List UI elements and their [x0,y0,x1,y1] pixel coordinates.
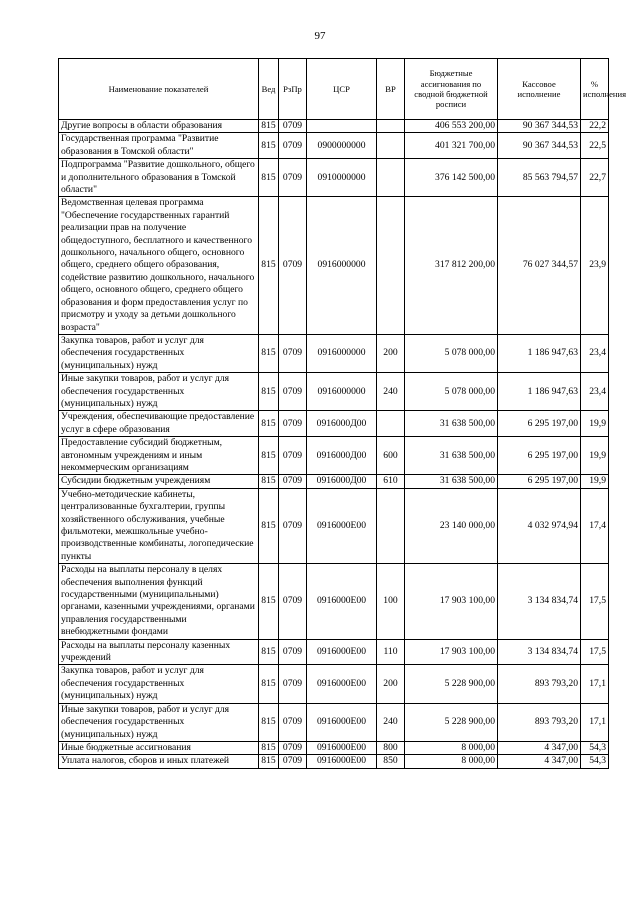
row-budget-cell: 23 140 000,00 [405,488,498,563]
row-budget-cell: 5 078 000,00 [405,334,498,372]
row-percent-cell: 17,4 [581,488,609,563]
header-ved: Вед [259,59,279,120]
row-cash-cell: 85 563 794,57 [498,159,581,197]
row-csr-cell: 0916000Е00 [307,564,377,639]
row-budget-cell: 17 903 100,00 [405,564,498,639]
row-name-cell: Иные бюджетные ассигнования [59,741,259,754]
row-vr-cell [377,197,405,334]
header-name: Наименование показателей [59,59,259,120]
table-row [59,665,609,703]
row-ved-cell: 815 [259,741,279,754]
row-name-cell: Ведомственная целевая программа "Обеспечение государственных гарантий реализации прав на получение общедоступного, бесплатного и качественного дошкольного, начального общего, основного общего, среднего общего образования, содействие развитию дошкольного, начального общего, основного общего, среднего общего образования и форм предоставления услуг по присмотру и уходу за детьми дошкольного возраста" [59,197,259,334]
row-rzpr-cell: 0709 [279,197,307,334]
row-budget-cell: 17 903 100,00 [405,639,498,665]
row-rzpr-cell: 0709 [279,639,307,665]
row-ved-cell: 815 [259,411,279,437]
row-percent-cell: 17,1 [581,703,609,741]
table-row [59,411,609,437]
row-vr-cell [377,133,405,159]
row-percent-cell: 22,5 [581,133,609,159]
table-row [59,703,609,741]
row-percent-cell: 22,2 [581,120,609,133]
row-percent-cell: 23,4 [581,373,609,411]
row-name-cell: Иные закупки товаров, работ и услуг для обеспечения государственных (муниципальных) нужд [59,703,259,741]
row-rzpr-cell: 0709 [279,120,307,133]
header-rzpr: РзПр [279,59,307,120]
row-csr-cell: 0910000000 [307,159,377,197]
row-csr-cell [307,120,377,133]
page-number: 97 [314,30,326,42]
row-budget-cell: 31 638 500,00 [405,411,498,437]
row-budget-cell: 406 553 200,00 [405,120,498,133]
row-csr-cell: 0916000Д00 [307,411,377,437]
row-budget-cell: 5 228 900,00 [405,703,498,741]
row-ved-cell: 815 [259,197,279,334]
header-budget: Бюджетные ассигнования по сводной бюджетной росписи [405,59,498,120]
row-rzpr-cell: 0709 [279,665,307,703]
row-csr-cell: 0916000Е00 [307,639,377,665]
row-cash-cell: 893 793,20 [498,703,581,741]
row-cash-cell: 6 295 197,00 [498,411,581,437]
row-percent-cell: 23,4 [581,334,609,372]
row-rzpr-cell: 0709 [279,755,307,768]
row-csr-cell: 0916000000 [307,334,377,372]
row-rzpr-cell: 0709 [279,133,307,159]
row-percent-cell: 54,3 [581,755,609,768]
row-vr-cell: 110 [377,639,405,665]
row-name-cell: Расходы на выплаты персоналу в целях обеспечения выполнения функций государственными (муниципальными) органами, казенными учреждениями, органами управления государственными внебюджетными фондами [59,564,259,639]
row-cash-cell: 76 027 344,57 [498,197,581,334]
row-rzpr-cell: 0709 [279,373,307,411]
row-name-cell: Учреждения, обеспечивающие предоставление услуг в сфере образования [59,411,259,437]
row-budget-cell: 31 638 500,00 [405,475,498,488]
row-ved-cell: 815 [259,373,279,411]
row-csr-cell: 0916000Е00 [307,703,377,741]
row-vr-cell: 100 [377,564,405,639]
table-body [59,120,609,769]
row-csr-cell: 0916000Д00 [307,475,377,488]
row-percent-cell: 17,5 [581,639,609,665]
row-cash-cell: 893 793,20 [498,665,581,703]
row-csr-cell: 0916000000 [307,197,377,334]
row-csr-cell: 0916000Е00 [307,488,377,563]
table-row [59,564,609,639]
table-row [59,373,609,411]
row-rzpr-cell: 0709 [279,741,307,754]
row-name-cell: Уплата налогов, сборов и иных платежей [59,755,259,768]
row-cash-cell: 6 295 197,00 [498,437,581,475]
row-rzpr-cell: 0709 [279,437,307,475]
row-percent-cell: 17,1 [581,665,609,703]
row-ved-cell: 815 [259,437,279,475]
row-rzpr-cell: 0709 [279,703,307,741]
table-row [59,437,609,475]
table-row [59,741,609,754]
row-name-cell: Иные закупки товаров, работ и услуг для обеспечения государственных (муниципальных) нужд [59,373,259,411]
row-vr-cell [377,411,405,437]
row-name-cell: Государственная программа "Развитие образования в Томской области" [59,133,259,159]
row-csr-cell: 0916000Е00 [307,741,377,754]
row-rzpr-cell: 0709 [279,564,307,639]
header-vr: ВР [377,59,405,120]
table-row [59,475,609,488]
row-percent-cell: 23,9 [581,197,609,334]
row-ved-cell: 815 [259,755,279,768]
row-vr-cell [377,488,405,563]
row-vr-cell: 600 [377,437,405,475]
row-percent-cell: 17,5 [581,564,609,639]
row-percent-cell: 22,7 [581,159,609,197]
row-cash-cell: 4 347,00 [498,741,581,754]
row-cash-cell: 90 367 344,53 [498,120,581,133]
row-ved-cell: 815 [259,488,279,563]
row-vr-cell [377,120,405,133]
row-percent-cell: 19,9 [581,475,609,488]
row-csr-cell: 0916000000 [307,373,377,411]
row-csr-cell: 0916000Е00 [307,665,377,703]
row-vr-cell: 610 [377,475,405,488]
row-budget-cell: 401 321 700,00 [405,133,498,159]
table-row [59,133,609,159]
row-rzpr-cell: 0709 [279,475,307,488]
row-vr-cell: 850 [377,755,405,768]
row-vr-cell: 200 [377,334,405,372]
row-cash-cell: 6 295 197,00 [498,475,581,488]
row-name-cell: Другие вопросы в области образования [59,120,259,133]
table-header-row [59,59,609,120]
header-csr: ЦСР [307,59,377,120]
row-budget-cell: 317 812 200,00 [405,197,498,334]
row-name-cell: Закупка товаров, работ и услуг для обеспечения государственных (муниципальных) нужд [59,334,259,372]
row-budget-cell: 8 000,00 [405,741,498,754]
row-ved-cell: 815 [259,475,279,488]
row-vr-cell: 800 [377,741,405,754]
row-csr-cell: 0900000000 [307,133,377,159]
table-row [59,334,609,372]
row-ved-cell: 815 [259,639,279,665]
row-percent-cell: 19,9 [581,411,609,437]
row-ved-cell: 815 [259,120,279,133]
row-name-cell: Расходы на выплаты персоналу казенных учреждений [59,639,259,665]
row-vr-cell [377,159,405,197]
row-rzpr-cell: 0709 [279,334,307,372]
row-name-cell: Субсидии бюджетным учреждениям [59,475,259,488]
row-ved-cell: 815 [259,159,279,197]
row-ved-cell: 815 [259,665,279,703]
row-cash-cell: 4 032 974,94 [498,488,581,563]
row-name-cell: Предоставление субсидий бюджетным, автономным учреждениям и иным некоммерческим организациям [59,437,259,475]
row-cash-cell: 1 186 947,63 [498,334,581,372]
row-csr-cell: 0916000Д00 [307,437,377,475]
row-budget-cell: 5 228 900,00 [405,665,498,703]
row-cash-cell: 3 134 834,74 [498,639,581,665]
row-rzpr-cell: 0709 [279,159,307,197]
table-row [59,639,609,665]
row-name-cell: Подпрограмма "Развитие дошкольного, общего и дополнительного образования в Томской области" [59,159,259,197]
row-name-cell: Закупка товаров, работ и услуг для обеспечения государственных (муниципальных) нужд [59,665,259,703]
row-vr-cell: 240 [377,373,405,411]
row-rzpr-cell: 0709 [279,411,307,437]
row-percent-cell: 54,3 [581,741,609,754]
row-ved-cell: 815 [259,703,279,741]
row-budget-cell: 8 000,00 [405,755,498,768]
row-cash-cell: 1 186 947,63 [498,373,581,411]
header-cash: Кассовое исполнение [498,59,581,120]
table-row [59,755,609,768]
row-budget-cell: 376 142 500,00 [405,159,498,197]
table-row [59,197,609,334]
row-cash-cell: 4 347,00 [498,755,581,768]
row-ved-cell: 815 [259,334,279,372]
row-vr-cell: 240 [377,703,405,741]
header-percent: % исполнения [581,59,609,120]
row-cash-cell: 90 367 344,53 [498,133,581,159]
row-ved-cell: 815 [259,133,279,159]
budget-table [58,58,627,769]
row-name-cell: Учебно-методические кабинеты, централизованные бухгалтерии, группы хозяйственного обслуживания, учебные фильмотеки, межшкольные учебно-производственные комбинаты, логопедические пункты [59,488,259,563]
row-rzpr-cell: 0709 [279,488,307,563]
row-cash-cell: 3 134 834,74 [498,564,581,639]
row-budget-cell: 5 078 000,00 [405,373,498,411]
row-budget-cell: 31 638 500,00 [405,437,498,475]
table-row [59,159,609,197]
table-row [59,488,609,563]
row-percent-cell: 19,9 [581,437,609,475]
table-row [59,120,609,133]
row-vr-cell: 200 [377,665,405,703]
row-csr-cell: 0916000Е00 [307,755,377,768]
row-ved-cell: 815 [259,564,279,639]
